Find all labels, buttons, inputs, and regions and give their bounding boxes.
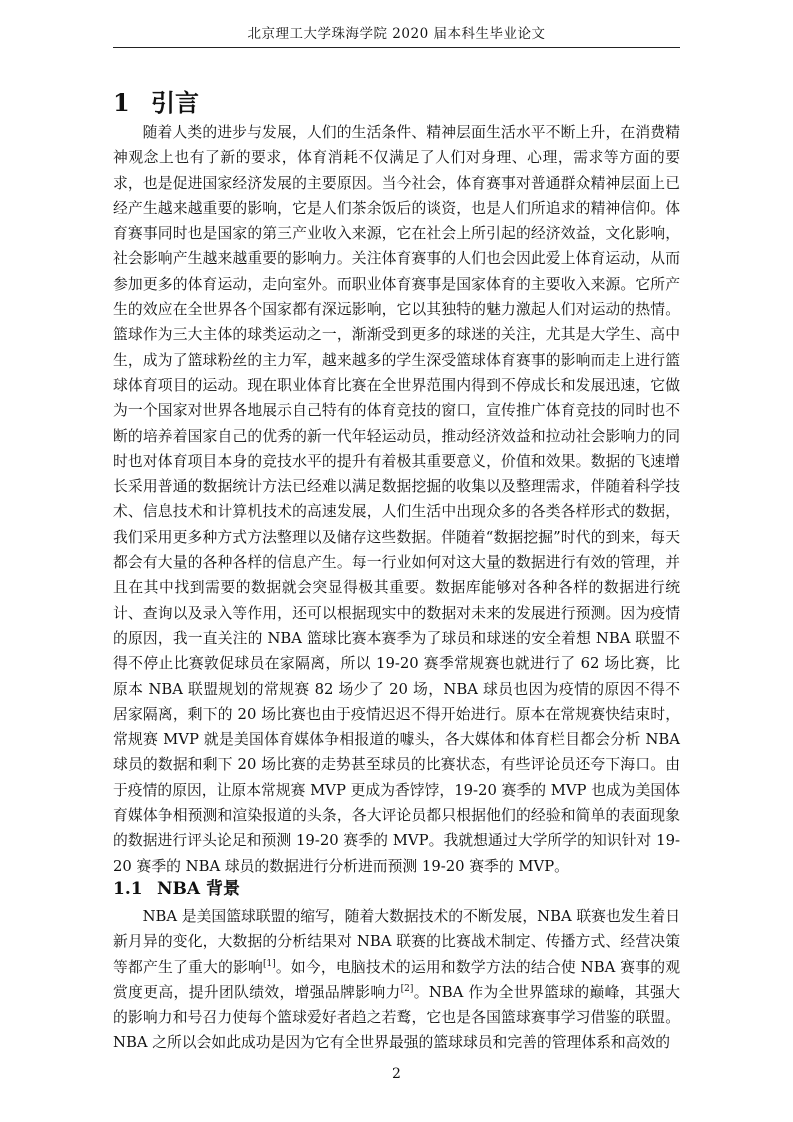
paragraph-text: NBA 是美国篮球联盟的缩写，随着大数据技术的不断发展，NBA 联赛也发生着日新月异的变化，大数据的分析结果对 NBA 联赛的比赛战术制定、传播方式、经营决策等都产生了重大的影响	[113, 908, 680, 976]
chapter-title	[113, 83, 199, 118]
section-title-text: NBA 背景	[157, 879, 241, 899]
chapter-title-text: 引言	[151, 88, 199, 117]
running-header: 北京理工大学珠海学院 2020 届本科生毕业论文	[113, 22, 680, 48]
intro-paragraph: 随着人类的进步与发展，人们的生活条件、精神层面生活水平不断上升，在消费精神观念上也有了新的要求，体育消耗不仅满足了人们对身理、心理，需求等方面的要求，也是促进国家经济发展的主要原因。当今社会，体育赛事对普通群众精神层面上已经产生越来越重要的影响，它是人们茶余饭后的谈资，也是人们所追求的精神信仰。体育赛事同时也是国家的第三产业收入来源，它在社会上所引起的经济效益，文化影响，社会影响产生越来越重要的影响力。关注体育赛事的人们也会因此爱上体育运动，从而参加更多的体育运动，走向室外。而职业体育赛事是国家体育的主要收入来源。它所产生的效应在全世界各个国家都有深远影响，它以其独特的魅力激起人们对运动的热情。篮球作为三大主体的球类运动之一，渐渐受到更多的球迷的关注，尤其是大学生、高中生，成为了篮球粉丝的主力军，越来越多的学生深受篮球体育赛事的影响而走上进行篮球体育项目的运动。现在职业体育比赛在全世界范围内得到不停成长和发展迅速，它做为一个国家对世界各地展示自己特有的体育竞技的窗口，宣传推广体育竞技的同时也不断的培养着国家自己的优秀的新一代年轻运动员，推动经济效益和拉动社会影响力的同时也对体育项目本身的竞技水平的提升有着极其重要意义，价值和效果。数据的飞速增长采用普通的数据统计方法已经难以满足数据挖掘的收集以及整理需求，伴随着科学技术、信息技术和计算机技术的高速发展，人们生活中出现众多的各类各样形式的数据，我们采用更多种方式方法整理以及储存这些数据。伴随着“数据挖掘”时代的到来，每天都会有大量的各种各样的信息产生。每一行业如何对这大量的数据进行有效的管理，并且在其中找到需要的数据就会突显得极其重要。数据库能够对各种各样的数据进行统计、查询以及录入等作用，还可以根据现实中的数据对未来的发展进行预测。因为疫情的原因，我一直关注的 NBA 篮球比赛本赛季为了球员和球迷的安全着想 NBA 联盟不得不停止比赛敦促球员在家隔离，所以 19-20 赛季常规赛也就进行了 62 场比赛，比原本 NBA 联盟规划的常规赛 82 场少了 20 场，NBA 球员也因为疫情的原因不得不居家隔离，剩下的 20 场比赛也由于疫情迟迟不得开始进行。原本在常规赛快结束时，常规赛 MVP 就是美国体育媒体争相报道的噱头，各大媒体和体育栏目都会分析 NBA 球员的数据和剩下 20 场比赛的走势甚至球员的比赛状态，有些评论员还夸下海口。由于疫情的原因，让原本常规赛 MVP 更成为香饽饽，19-20 赛季的 MVP 也成为美国体育媒体争相预测和渲染报道的头条，各大评论员都只根据他们的经验和简单的表面现象的数据进行评头论足和预测 19-20 赛季的 MVP。我就想通过大学所学的知识针对 19-20 赛季的 NBA 球员的数据进行分析进而预测 19-20 赛季的 MVP。	[113, 124, 680, 875]
page-number: 2	[392, 1066, 401, 1082]
paragraph-text: 。如今，电脑技术的运用和数学方法的结合使 NBA 赛事的观赏度更高，提升团队绩效，增强品牌影响力	[113, 958, 680, 1001]
section-number: 1.1	[113, 879, 143, 899]
nba-background-paragraph	[113, 904, 680, 1056]
citation-ref-1: [1]	[262, 958, 276, 969]
chapter-number: 1	[113, 88, 130, 117]
paragraph-text: 。NBA 作为全世界篮球的巅峰，其强大的影响力和号召力使每个篮球爱好者趋之若鹜，它也是各国篮球赛事学习借鉴的联盟。NBA 之所以会如此成功是因为它有全世界最强的篮球球员和完善的管理体系和高效的	[113, 983, 680, 1052]
section-title	[113, 874, 240, 899]
citation-ref-2: [2]	[400, 983, 414, 994]
